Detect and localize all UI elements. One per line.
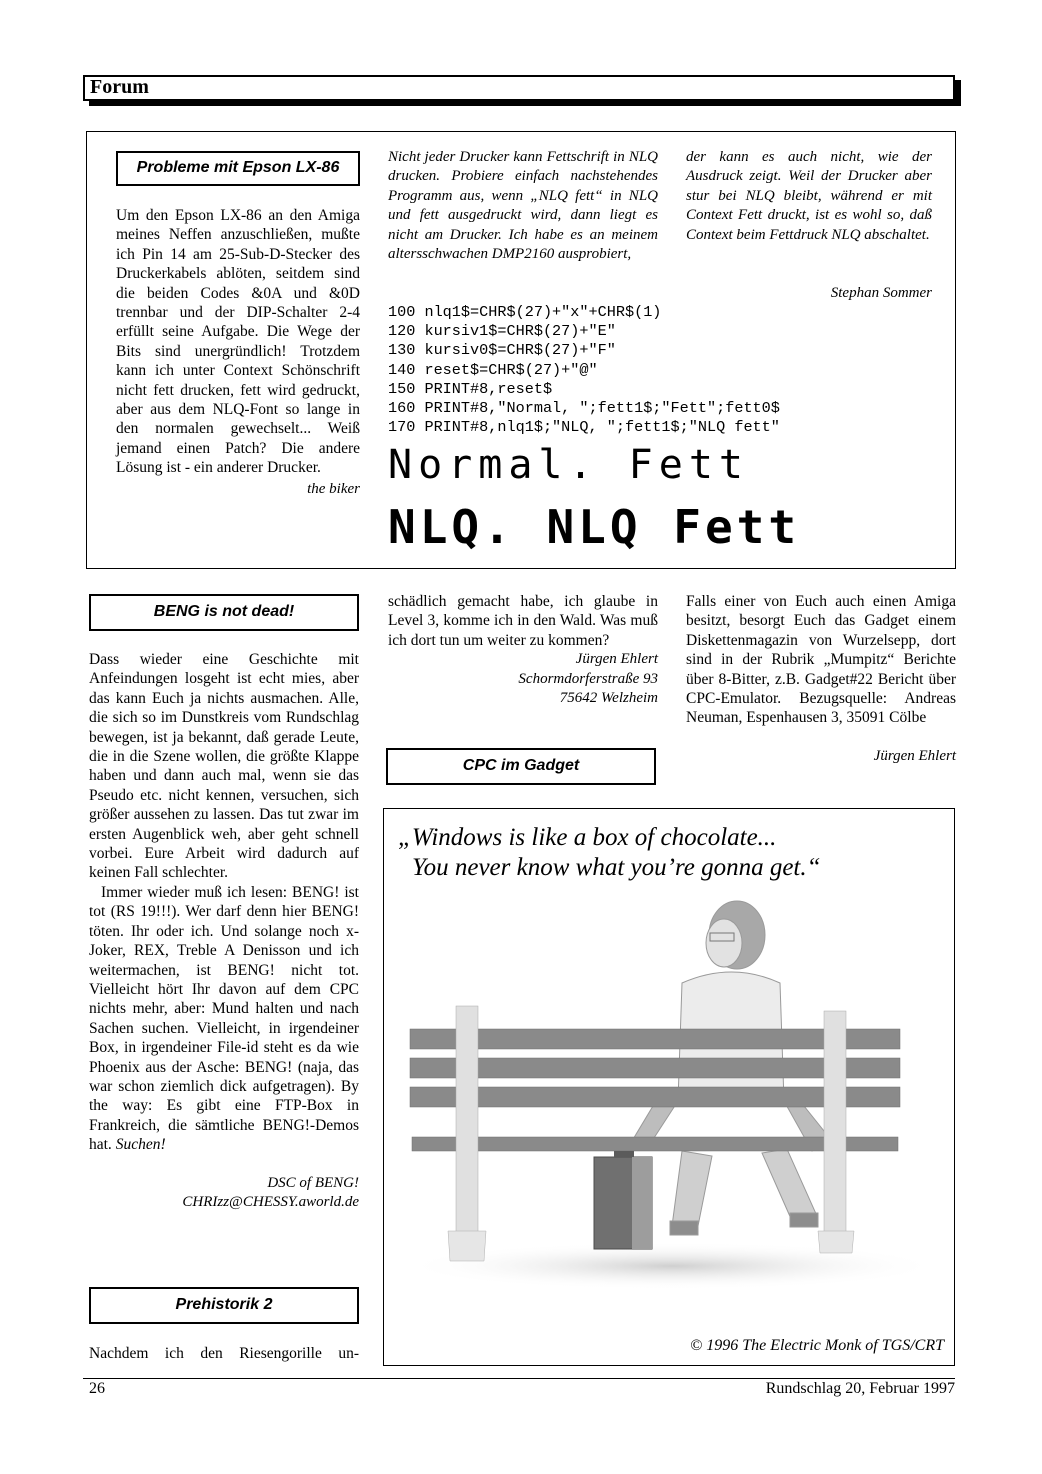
reply-text-col2: der kann es auch nicht, wie der Ausdruck zeigt. Weil der Drucker aber stur bei NLQ bleibt, während er mit Context Fett druckt, ist es wohl so, daß Context beim Fettdruck NLQ abschaltet. [686,149,932,243]
reply-col2 [686,148,932,245]
suitcase [594,1151,652,1249]
page-number: 26 [89,1380,105,1397]
prehistorik-body-cont [388,592,658,708]
basic-code-listing [388,303,780,437]
section-header [83,75,955,101]
beng-paragraph-2-text: Immer wieder muß ich lesen: BENG! ist tot (RS 19!!!). Wer darf denn hier BENG! töten. Ihr oder ich. Und solange noch x-Joker, REX, Treble A Denisson und ich weitermachen, ist BENG! nicht tot. Vielleicht hört Ihr davon auf dem CPC nichts mehr, aber: Mund halten und nach Sachen suchen. Vielleicht, in irgendeiner Box, in irgendeiner File-id steht es da wie Phoenix aus der Asche: BENG! (naja, das war schon ziemlich dick aufgetragen). By the way: Es gibt eine FTP-Box in Frankreich, die sämtliche BENG!-Demos hat. [89,883,359,1154]
beng-article-body [89,650,359,1212]
code-line: 120 kursiv1$=CHR$(27)+"E" [388,322,616,341]
gadget-article-title: CPC im Gadget [462,757,580,774]
beng-article-heading [89,594,359,631]
code-line: 170 PRINT#8,nlq1$;"NLQ, ";fett1$;"NLQ fett" [388,418,780,437]
reply-signature: Stephan Sommer [830,285,932,301]
reply-col1 [388,148,658,264]
code-line: 100 nlq1$=CHR$(27)+"x"+CHR$(1) [388,303,662,321]
epson-article-text: Um den Epson LX-86 an den Amiga meines Neffen anzuschließen, mußte ich Pin 14 am 25-Sub-D-Stecker des Druckerkabels ablöten, seitdem sind die beiden Codes &0A und &0D trennbar und der DIP-Schalter 2-4 erfüllt seine Aufgabe. Die Wege der Bits sind unergründlich! Trotzdem kann ich unter Context Schönschrift nicht fett drucken, fett wird gedruckt, aber aus dem NLQ-Font so lange in den normalen gewechselt... Weiß jemand einen Patch? Die andere Lösung ist - ein anderer Drucker. [116,207,360,477]
footer-rule [83,1378,955,1379]
epson-article-title: Probleme mit Epson LX-86 [136,159,340,176]
bench-illustration [392,891,948,1291]
section-title: Forum [90,76,149,98]
epson-article-signature: the biker [307,480,360,497]
gadget-article-heading [386,748,656,785]
code-line: 160 PRINT#8,"Normal, ";fett1$;"Fett";fett0$ [388,399,780,418]
code-line: 150 PRINT#8,reset$ [388,379,553,398]
code-line: 130 kursiv0$=CHR$(27)+"F" [388,341,616,360]
cartoon-box [383,808,955,1366]
beng-signature-name: DSC of BENG! [267,1174,359,1191]
quote-line-1: „Windows is like a box of chocolate... [398,824,777,851]
cartoon-quote [398,823,821,883]
prehistorik-article-heading [89,1287,359,1324]
printout-line-normal: Normal. Fett [388,442,749,488]
prehistorik-article-title: Prehistorik 2 [175,1296,273,1313]
printout-line-nlq: NLQ. NLQ Fett [388,500,801,554]
gadget-article-signature: Jürgen Ehlert [873,747,956,764]
gadget-article-body [686,592,956,766]
prehistorik-body-start: Nachdem ich den Riesengorille un- [89,1345,359,1362]
code-line: 140 reset$=CHR$(27)+"@" [388,360,598,379]
prehistorik-signature-name: Jürgen Ehlert [575,651,658,668]
gadget-article-text: Falls einer von Euch auch einen Amiga besitzt, besorgt Euch das Gadget einem Diskettenmagazin von Wurzelsepp, dort sind in der Rubrik „Mumpitz“ Berichte über 8-Bitter, z.B. Gadget#22 Bericht über CPC-Emulator. Bezugsquelle: Andreas Neuman, Espenhausen 3, 35091 Cölbe [686,593,956,727]
beng-paragraph-2 [89,883,359,1155]
prehistorik-signature-city: 75642 Welzheim [559,690,658,707]
beng-article-title: BENG is not dead! [153,603,295,620]
reply-text-col1: Nicht jeder Drucker kann Fettschrift in NLQ drucken. Probiere einfach nachstehendes Programm aus, wenn „NLQ fett“ in NLQ und fett ausgedruckt wird, dann liegt es nicht am Drucker. Ich habe es an meinem altersschwachen DMP2160 ausprobiert, [388,149,658,263]
beng-signature-email: CHRIzz@CHESSY.aworld.de [182,1193,359,1210]
cartoon-copyright: © 1996 The Electric Monk of TGS/CRT [690,1337,944,1354]
beng-paragraph-1: Dass wieder eine Geschichte mit Anfeindungen losgeht ist echt mies, aber das kann Euch ja nichts ausmachen. Alle, die sich so im Dunstkreis vom Rundschlag bewegen, ist ja bekannt, daß gerade Leute, die in die Szene wollen, die größte Klappe haben und dann auch mal, wenn sie das Pseudo etc. nicht kennen, versuchen, sich größer aussehen zu lassen. Das tut zwar im ersten Augenblick weh, aber geht schnell vorbei. Eure Arbeit wird dadurch auf keinen Fall schlechter. [89,651,359,882]
quote-line-2: You never know what you’re gonna get.“ [412,854,821,881]
epson-article-heading [116,151,360,186]
beng-paragraph-2-end: Suchen! [115,1136,166,1154]
prehistorik-text: schädlich gemacht habe, ich glaube in Level 3, komme ich in den Wald. Was muß ich dort tun um weiter zu kommen? [388,593,658,649]
epson-article-body [116,206,360,499]
prehistorik-signature-street: Schormdorferstraße 93 [518,670,658,687]
issue-label: Rundschlag 20, Februar 1997 [765,1380,955,1397]
